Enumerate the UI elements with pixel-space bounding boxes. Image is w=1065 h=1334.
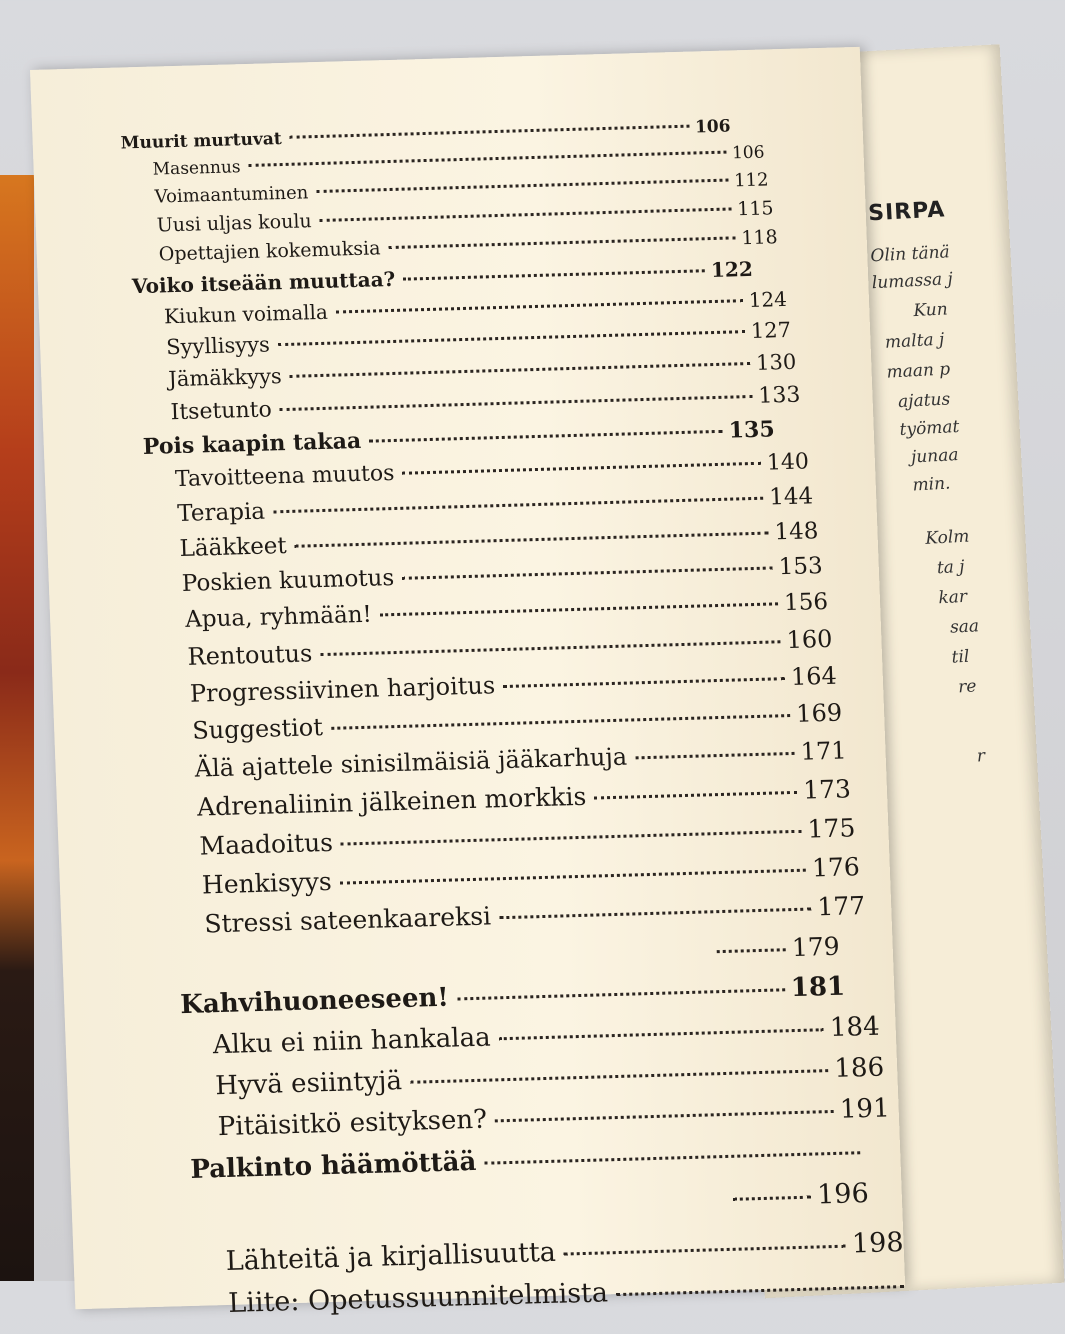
toc-entry-title: Pitäisitkö esityksen?	[217, 1104, 488, 1143]
toc-entry-title: Liite: Opetussuunnitelmista	[227, 1277, 609, 1319]
dot-leader	[403, 269, 705, 280]
book-cover-edge	[0, 175, 34, 1281]
dot-leader	[484, 1151, 860, 1164]
toc-entry-title: Masennus	[152, 157, 241, 180]
toc-entry-title: Henkisyys	[201, 866, 333, 900]
dot-leader	[495, 1110, 834, 1122]
dot-leader	[410, 1069, 829, 1084]
dot-leader	[564, 1245, 846, 1256]
right-page-text-line: maan p	[886, 359, 951, 383]
toc-page-number: 171	[800, 736, 847, 766]
dot-leader	[499, 908, 812, 920]
toc-page-number: 164	[790, 661, 838, 691]
dot-leader	[336, 299, 743, 313]
toc-entry-title: Uusi uljas koulu	[156, 210, 313, 237]
toc-page-number: 184	[829, 1011, 881, 1044]
right-page-text-line: malta j	[884, 329, 945, 353]
dot-leader	[341, 830, 802, 846]
right-page-text-line: junaa	[910, 445, 960, 468]
dot-leader	[380, 602, 778, 616]
dot-leader	[320, 640, 780, 656]
dot-leader	[503, 677, 785, 688]
toc-page-number: 127	[750, 317, 792, 343]
toc-page-number: 160	[786, 624, 833, 655]
dot-leader	[290, 362, 751, 378]
toc-entry-title: Palkinto häämöttää	[189, 1146, 477, 1185]
dot-leader	[331, 714, 791, 730]
table-of-contents	[120, 115, 905, 1331]
toc-page-number: 148	[774, 518, 819, 546]
dot-leader	[316, 179, 728, 194]
right-page-text-line: re	[957, 676, 977, 698]
dot-leader	[280, 395, 753, 411]
toc-entry-title: Syyllisyys	[165, 332, 271, 360]
toc-entry-title: Apua, ryhmään!	[184, 601, 373, 633]
toc-page-number: 135	[728, 416, 776, 444]
toc-entry-title: Rentoutus	[187, 639, 313, 671]
right-page-text-line: työmat	[899, 416, 960, 441]
right-page-text-line: Olin tänä	[869, 242, 951, 267]
toc-page-number: 177	[816, 891, 866, 922]
dot-leader	[616, 1285, 904, 1296]
right-page-text-line: r	[976, 746, 986, 767]
toc-page-number: 144	[768, 483, 814, 511]
toc-page-number: 191	[839, 1093, 891, 1125]
dot-leader	[457, 988, 785, 1000]
toc-page-number: 118	[740, 226, 779, 250]
dot-leader	[717, 948, 786, 953]
dot-leader	[290, 125, 689, 139]
toc-entry-title: Pois kaapin takaa	[142, 427, 362, 460]
toc-page-number: 106	[694, 116, 731, 138]
dot-leader	[402, 462, 761, 475]
toc-entry-title: Muurit murtuvat	[120, 129, 283, 154]
right-page-text-line: kar	[937, 586, 968, 609]
toc-page-number: 153	[778, 553, 824, 581]
toc-entry-title: Voiko itseään muuttaa?	[131, 266, 396, 299]
toc-page-number: 130	[755, 349, 797, 375]
dot-leader	[635, 752, 795, 759]
toc-entry-title: Stressi sateenkaareksi	[203, 901, 492, 939]
right-page-text-line: saa	[949, 616, 980, 638]
toc-page-number: 115	[736, 197, 774, 221]
toc-entry-title: Kiukun voimalla	[163, 299, 329, 329]
toc-entry-title: Adrenaliinin jälkeinen morkkis	[196, 781, 587, 822]
toc-page-number: 196	[816, 1178, 870, 1211]
dot-leader	[340, 869, 806, 885]
dot-leader	[295, 532, 769, 548]
toc-page-number: 133	[757, 382, 801, 409]
toc-page-number: 112	[733, 169, 769, 192]
left-page	[30, 47, 905, 1319]
toc-page-number: 122	[710, 256, 754, 283]
right-page-text-line: Kolm	[924, 526, 970, 549]
toc-entry-title: Poskien kuumotus	[181, 565, 395, 597]
right-page-text-line: min.	[912, 473, 951, 496]
toc-entry-title: Jämäkkyys	[167, 364, 283, 392]
toc-page-number: 169	[795, 698, 843, 728]
toc-entry-title: Voimaantuminen	[154, 182, 309, 208]
right-page-text-line: Kun	[912, 299, 949, 322]
dot-leader	[388, 236, 735, 249]
toc-entry-title: Terapia	[176, 498, 266, 528]
toc-page-number: 156	[783, 588, 829, 617]
dot-leader	[499, 1028, 825, 1040]
toc-entry-title: Hyvä esiintyjä	[214, 1066, 403, 1102]
toc-entry-title: Kahvihuoneeseen!	[179, 982, 450, 1021]
dot-leader	[733, 1196, 812, 1201]
toc-page-number: 176	[811, 852, 861, 883]
right-page-text-line: til	[951, 646, 970, 668]
dot-leader	[273, 497, 763, 514]
toc-entry-title: Lääkkeet	[179, 533, 288, 563]
dot-leader	[278, 330, 745, 346]
toc-entry-title: Tavoitteena muutos	[174, 460, 395, 493]
toc-page-number: 140	[766, 449, 810, 476]
toc-entry-title: Alku ei niin hankalaa	[212, 1022, 492, 1061]
right-page-text-line: lumassa j	[871, 269, 954, 294]
toc-page-number: 173	[802, 774, 852, 805]
toc-page-number: 179	[791, 931, 841, 963]
toc-page-number: 124	[748, 286, 788, 313]
toc-entry-title: Progressiivinen harjoitus	[189, 671, 496, 708]
toc-entry-title: Opettajien kokemuksia	[158, 237, 381, 266]
right-page-heading: SIRPA	[867, 197, 946, 227]
toc-page-number: 198	[851, 1227, 905, 1260]
toc-entry-title: Älä ajattele sinisilmäisiä jääkarhuja	[194, 742, 628, 783]
toc-entry-title: Lähteitä ja kirjallisuutta	[225, 1236, 557, 1277]
right-page-text-line: ta j	[936, 556, 966, 579]
dot-leader	[402, 566, 773, 579]
right-page-text-line: ajatus	[897, 389, 951, 413]
toc-entry-title: Maadoitus	[199, 827, 334, 861]
toc-entry-title: Itsetunto	[170, 397, 273, 426]
toc-page-number: 181	[790, 971, 846, 1004]
dot-leader	[320, 207, 732, 221]
dot-leader	[369, 430, 723, 443]
toc-page-number: 106	[731, 142, 765, 164]
dot-leader	[594, 791, 797, 800]
toc-page-number: 175	[807, 813, 856, 844]
toc-entry-title: Suggestiot	[191, 713, 324, 745]
toc-page-number: 186	[833, 1052, 885, 1084]
